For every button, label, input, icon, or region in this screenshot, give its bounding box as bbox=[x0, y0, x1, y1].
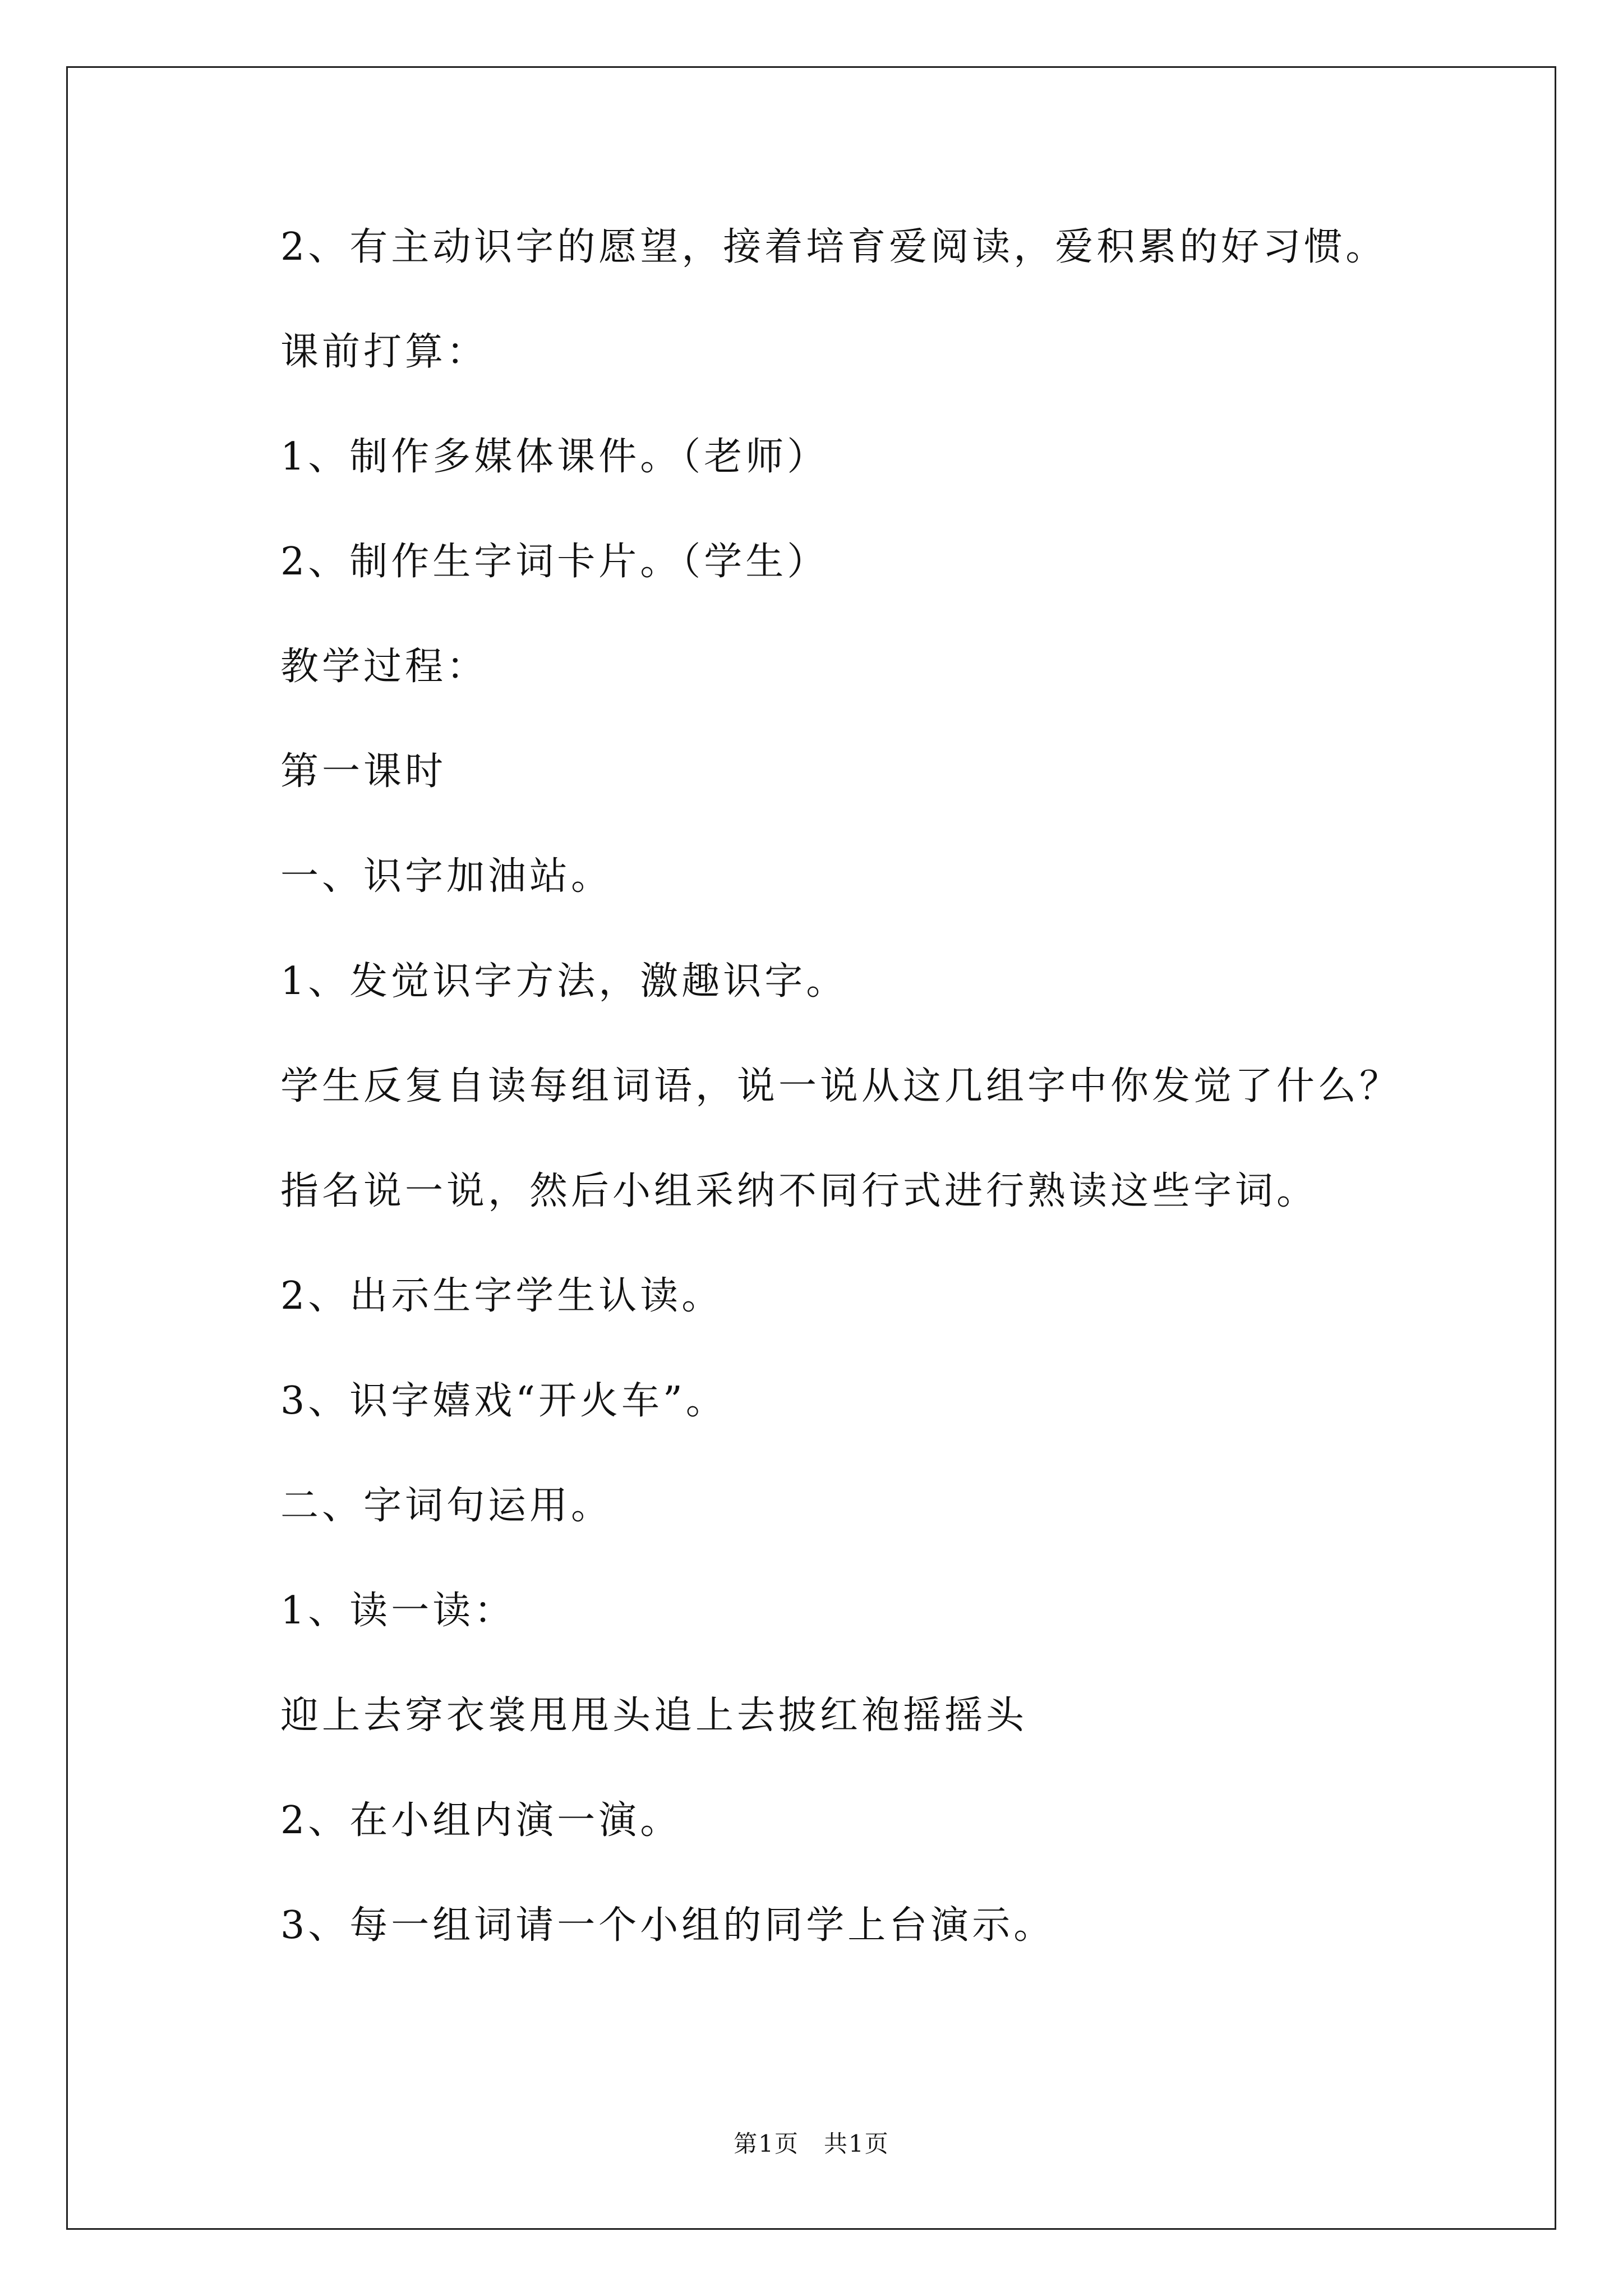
text-line: 一、识字加油站。 bbox=[280, 854, 613, 899]
page-number-footer: 第1页 共1页 bbox=[734, 2130, 889, 2157]
section-heading-preparation: 课前打算： bbox=[280, 330, 488, 374]
text-line: 二、字词句运用。 bbox=[280, 1484, 613, 1528]
text-line: 学生反复自读每组词语，说一说从这几组字中你发觉了什么？ bbox=[280, 1064, 1401, 1108]
lesson-heading: 第一课时 bbox=[280, 749, 447, 794]
section-heading-process: 教学过程： bbox=[280, 645, 488, 689]
text-line: 指名说一说，然后小组采纳不同行式进行熟读这些字词。 bbox=[280, 1169, 1318, 1213]
text-line: 3、每一组词请一个小组的同学上台演示。 bbox=[280, 1903, 1055, 1948]
text-line: 2、有主动识字的愿望，接着培育爱阅读，爱积累的好习惯。 bbox=[280, 225, 1387, 269]
text-line: 2、在小组内演一演。 bbox=[280, 1798, 682, 1843]
text-line: 2、出示生字学生认读。 bbox=[280, 1274, 723, 1318]
text-line: 1、读一读： bbox=[280, 1589, 516, 1633]
text-line: 1、制作多媒体课件。（老师） bbox=[280, 435, 829, 479]
text-line: 迎上去穿衣裳甩甩头追上去披红袍摇摇头 bbox=[280, 1694, 1028, 1738]
text-line: 2、制作生字词卡片。（学生） bbox=[280, 540, 829, 584]
text-line: 1、发觉识字方法，激趣识字。 bbox=[280, 959, 848, 1004]
text-line: 3、识字嬉戏“开火车”。 bbox=[280, 1379, 727, 1423]
